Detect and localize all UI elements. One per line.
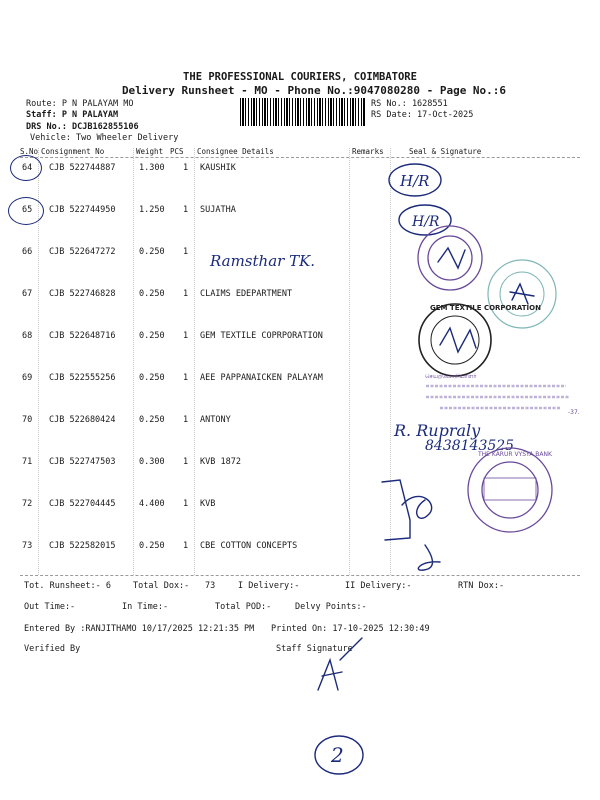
row-consignee: KVB — [200, 499, 216, 509]
row-pcs: 1 — [183, 289, 189, 299]
row-pcs: 1 — [183, 415, 189, 425]
row-65-signature-text: H/R — [412, 214, 440, 230]
row-64-signature-text: H/R — [400, 172, 430, 190]
row-consignee: KVB 1872 — [200, 457, 241, 467]
row-consignee: ANTONY — [200, 415, 231, 425]
row-consignee: CBE COTTON CONCEPTS — [200, 541, 298, 551]
runsheet-title: Delivery Runsheet - MO - Phone No.:9047080280 - Page No.:6 — [121, 84, 507, 97]
row-consignee: GEM TEXTILE COPRPORATION — [200, 331, 323, 341]
vehicle-label: Vehicle: Two Wheeler Delivery — [30, 133, 179, 143]
col-consignment: Consignment No — [41, 147, 105, 156]
entered-by: Entered By :RANJITHAMO 10/17/2025 12:21:35 PM — [24, 624, 255, 634]
row-consignment: CJB 522555256 — [49, 373, 116, 383]
row-sno: 68 — [22, 331, 33, 341]
col-seal-signature: Seal & Signature — [409, 147, 482, 156]
row-consignment: CJB 522582015 — [49, 541, 116, 551]
row-70-signature — [393, 421, 514, 454]
tamil-stamp-line1: செயற்பொறியாளர் — [425, 373, 477, 380]
kvb-bank-stamp — [468, 448, 553, 532]
total-pod: Total POD:- — [215, 602, 272, 612]
row-sno: 72 — [22, 499, 33, 509]
row-weight: 0.250 — [139, 289, 165, 299]
row-70-signature-text: R. Rupraly — [394, 421, 481, 440]
row-pcs: 1 — [183, 247, 189, 257]
row-sno: 70 — [22, 415, 33, 425]
row-sno: 73 — [22, 541, 33, 551]
row-pcs: 1 — [183, 163, 189, 173]
out-time: Out Time:- — [24, 602, 76, 612]
drs-label: DRS No.: DCJB162855106 — [26, 122, 139, 132]
row-64-signature — [389, 164, 441, 196]
row-pcs: 1 — [183, 331, 189, 341]
row-weight: 0.250 — [139, 415, 165, 425]
row-67-seal-stamp — [488, 260, 556, 328]
delvy-points: Delvy Points:- — [295, 602, 367, 612]
row-68-gem-textile-stamp — [419, 304, 541, 376]
row-weight: 0.250 — [139, 247, 165, 257]
gem-stamp-text: GEM TEXTILE CORPORATION — [430, 304, 541, 312]
verified-by: Verified By — [24, 644, 81, 654]
row-consignee: AEE PAPPANAICKEN PALAYAM — [200, 373, 323, 383]
row-pcs: 1 — [183, 373, 189, 383]
rtn-dox: RTN Dox:- — [458, 581, 505, 591]
row-weight: 4.400 — [139, 499, 165, 509]
row-consignment: CJB 522647272 — [49, 247, 116, 257]
row-sno: 71 — [22, 457, 33, 467]
total-dox-value: 73 — [205, 581, 216, 591]
col-pcs: PCS — [170, 147, 184, 156]
staff-signature — [318, 638, 362, 690]
row-65-signature — [399, 205, 451, 235]
row-consignee: KAUSHIK — [200, 163, 236, 173]
row-pcs: 1 — [183, 499, 189, 509]
printed-on: Printed On: 17-10-2025 12:30:49 — [271, 624, 430, 634]
row-pcs: 1 — [183, 205, 189, 215]
row-weight: 0.300 — [139, 457, 165, 467]
col-consignee: Consignee Details — [197, 147, 274, 156]
row-consignment: CJB 522704445 — [49, 499, 116, 509]
staff-label: Staff: P N PALAYAM — [26, 110, 119, 120]
row-consignment: CJB 522746828 — [49, 289, 116, 299]
ii-delivery: II Delivery:- — [345, 581, 412, 591]
row-sno: 69 — [22, 373, 33, 383]
circled-page-number — [315, 736, 363, 774]
row-66-handwritten-name: Ramsthar TK. — [210, 252, 316, 270]
row-pcs: 1 — [183, 457, 189, 467]
total-runsheet: Tot. Runsheet:- 6 — [24, 581, 111, 591]
row-consignee: SUJATHA — [200, 205, 236, 215]
col-sno: S.No — [20, 147, 39, 156]
in-time: In Time:- — [122, 602, 169, 612]
staff-signature-label: Staff Signature — [276, 644, 353, 654]
row-70-phone: 8438143525 — [425, 438, 515, 454]
total-dox-label: Total Dox:- — [133, 581, 190, 591]
row-weight: 1.250 — [139, 205, 165, 215]
kvb-stamp-text: THE KARUR VYSYA BANK — [478, 451, 552, 458]
row-weight: 0.250 — [139, 541, 165, 551]
page-number-handwritten: 2 — [331, 743, 344, 767]
row-sno: 64 — [22, 163, 33, 173]
row-73-signature — [418, 545, 440, 570]
row-weight: 0.250 — [139, 373, 165, 383]
row-pcs: 1 — [183, 541, 189, 551]
row-sno: 67 — [22, 289, 33, 299]
tamil-stamp-line4: -37. — [568, 409, 580, 416]
company-title: THE PROFESSIONAL COURIERS, COIMBATORE — [183, 71, 417, 83]
row-consignment: CJB 522744887 — [49, 163, 116, 173]
row-consignment: CJB 522680424 — [49, 415, 116, 425]
row-weight: 1.300 — [139, 163, 165, 173]
row-sno: 66 — [22, 247, 33, 257]
row-sno: 65 — [22, 205, 33, 215]
row-66-seal-stamp — [418, 226, 482, 290]
row-consignment: CJB 522648716 — [49, 331, 116, 341]
bracket-mark — [382, 480, 410, 540]
row-consignment: CJB 522744950 — [49, 205, 116, 215]
row-69-office-stamp — [425, 373, 580, 416]
rs-date: RS Date: 17-Oct-2025 — [371, 110, 474, 120]
row-weight: 0.250 — [139, 331, 165, 341]
i-delivery: I Delivery:- — [238, 581, 300, 591]
route-label: Route: P N PALAYAM MO — [26, 99, 134, 109]
row-consignee: CLAIMS EDEPARTMENT — [200, 289, 293, 299]
row-consignment: CJB 522747503 — [49, 457, 116, 467]
col-remarks: Remarks — [352, 147, 384, 156]
rs-number: RS No.: 1628551 — [371, 99, 448, 109]
col-weight: Weight — [136, 147, 164, 156]
